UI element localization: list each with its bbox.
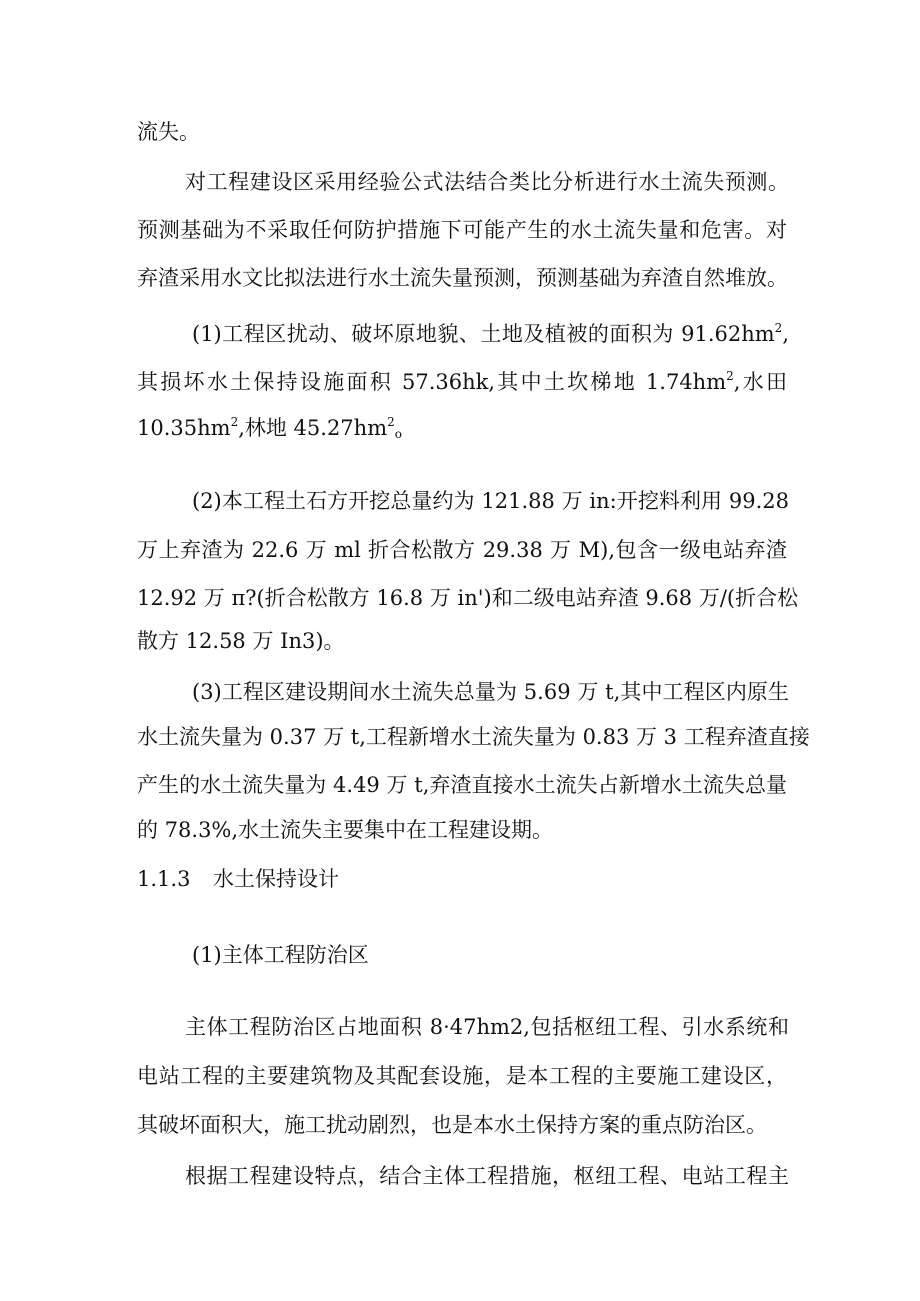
- text-line: 水土流失量为 0.37 万 t,工程新增水土流失量为 0.83 万 3 工程弃渣直接: [137, 725, 810, 749]
- superscript: 2: [726, 369, 734, 383]
- text-line: (1)工程区扰动、破坏原地貌、土地及植被的面积为 $91.62hm^2$,: [192, 321, 789, 346]
- text-line: 散方 12.58 万 In3)。: [137, 629, 345, 653]
- text-line: 产生的水土流失量为 4.49 万 t,弃渣直接水土流失占新增水土流失总量: [137, 773, 787, 797]
- text-line: 万上弃渣为 22.6 万 ml 折合松散方 29.38 万 M),包含一级电站弃渣: [137, 538, 787, 562]
- text-line: 电站工程的主要建筑物及其配套设施，是本工程的主要施工建设区，: [137, 1064, 787, 1088]
- text-line: 对工程建设区采用经验公式法结合类比分析进行水土流失预测。: [185, 170, 789, 194]
- text-line: (2)本工程土石方开挖总量约为 121.88 万 in:开挖料利用 99.28: [192, 489, 789, 513]
- superscript: 2: [774, 321, 783, 335]
- text-line: 根据工程建设特点，结合主体工程措施，枢纽工程、电站工程主: [185, 1164, 789, 1188]
- text-line: 弃渣采用水文比拟法进行水土流失量预测，预测基础为弃渣自然堆放。: [137, 266, 788, 290]
- text-line: 的 78.3%,水土流失主要集中在工程建设期。: [137, 818, 554, 842]
- text-line: (3)工程区建设期间水土流失总量为 5.69 万 t,其中工程区内原生: [192, 680, 789, 704]
- text-line: 12.92 万 π?(折合松散方 16.8 万 in')和二级电站弃渣 9.68 万/(折合松: [137, 586, 799, 610]
- superscript: 2: [387, 415, 395, 429]
- section-number: 1.1.3: [137, 867, 191, 891]
- text-line: 其破坏面积大，施工扰动剧烈，也是本水土保持方案的重点防治区。: [137, 1113, 767, 1137]
- text-line: $10.35hm^2$,林地 $45.27hm^2_o$: [137, 415, 402, 441]
- section-heading: [137, 864, 339, 894]
- superscript: 2: [230, 415, 239, 429]
- text-line: 其损坏水土保持设施面积 57.36hk,其中土坎梯地 $1.74hm^2$,水田: [137, 369, 787, 394]
- text-line: 预测基础为不采取任何防护措施下可能产生的水土流失量和危害。对: [137, 218, 787, 242]
- subscript: o: [394, 427, 402, 441]
- section-title: 水土保持设计: [213, 867, 339, 891]
- text-line: 主体工程防治区占地面积 8·47hm2,包括枢纽工程、引水系统和: [185, 1015, 789, 1039]
- text-line: 流失。: [137, 120, 200, 144]
- subsection-heading: (1)主体工程防治区: [192, 943, 369, 967]
